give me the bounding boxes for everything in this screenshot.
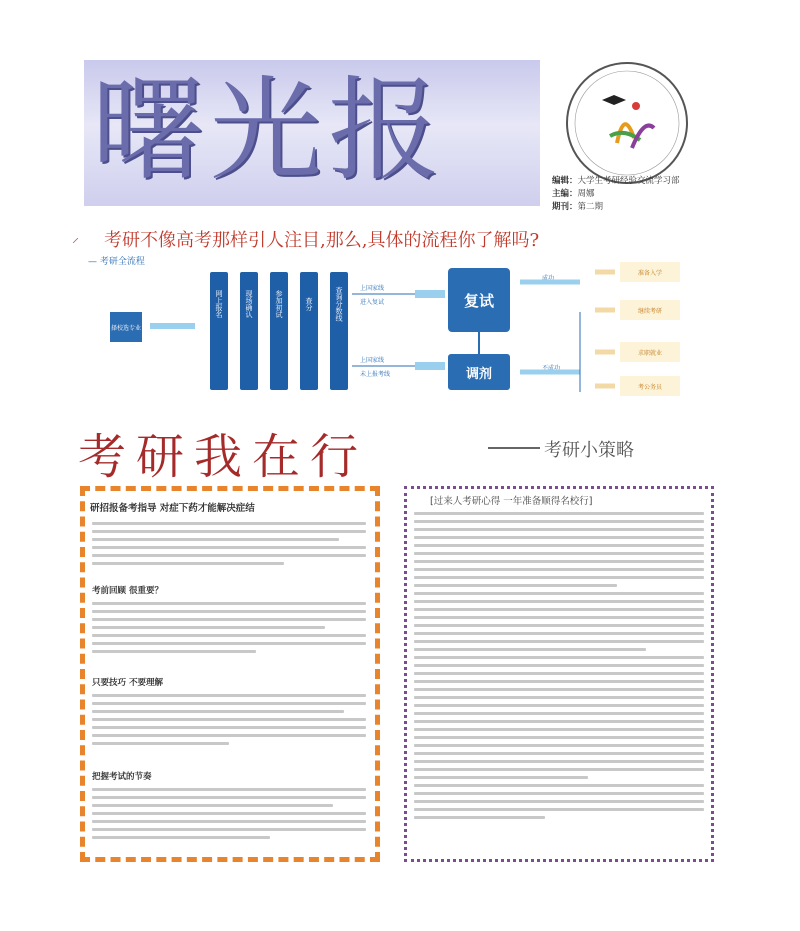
newspaper-logo [562,58,692,188]
left-article-paragraph-1 [92,522,366,570]
adjust-label: 调剂 [465,367,493,382]
flow-label: — 考研全流程 [88,257,145,267]
flow-step-label: 参加初试 [275,290,283,318]
left-article-subheading-3: 把握考试的节奏 [92,772,152,782]
left-article-subheading-2: 只要技巧 不要理解 [92,678,163,688]
outcome-label: 准备入学 [637,270,663,277]
section-subheading: 考研小策略 [544,440,634,461]
left-article-subheading-1: 考前回顾 很重要？ [92,586,163,596]
flow-steps [210,272,348,390]
publisher-line-2: 主编：周娜 [552,189,595,199]
flow-step-label: 网上报名 [215,290,223,318]
section-heading: 考研我在行 [78,429,369,485]
left-article-paragraph-4 [92,788,366,844]
exam-process-flowchart [80,254,720,404]
left-article-title: 研招报备考指导 对症下药才能解决症结 [90,503,255,514]
flow-step-label: 现场确认 [245,290,253,318]
right-article-body [414,512,704,824]
question-marker-icon: ⸝ [72,230,79,246]
fail-label: 不成功 [542,365,561,372]
outcome-label: 考公务员 [637,384,663,391]
publisher-line-3: 期刊：第二期 [552,202,604,212]
flow-step-label: 查分 [305,297,313,311]
left-article-paragraph-2 [92,602,366,658]
heading-dash [488,447,540,449]
right-article-title: [过来人考研心得 一年准备顺得名校行] [430,496,593,507]
flow-step-label: 查询分数线 [335,286,343,322]
left-article-paragraph-3 [92,694,366,750]
branch-top-sub: 进入复试 [360,299,385,306]
retest-label: 复试 [463,292,495,310]
branch-top-label: 上国家线 [360,285,385,292]
outcome-label: 求职就业 [637,350,663,357]
branch-bottom-label: 上国家线 [360,357,385,364]
section-question: 考研不像高考那样引人注目,那么,具体的流程你了解吗? [104,230,540,251]
flow-step [300,272,318,390]
flow-start-label: 择校选专业 [110,325,142,332]
branch-bottom-sub: 未上报考线 [360,371,391,378]
outcome-label: 继续考研 [637,308,663,315]
success-label: 成功 [542,275,555,282]
publisher-line-1: 编辑：大学生考研经验交流学习部 [552,176,680,186]
newspaper-title: 曙光报 [92,66,446,196]
